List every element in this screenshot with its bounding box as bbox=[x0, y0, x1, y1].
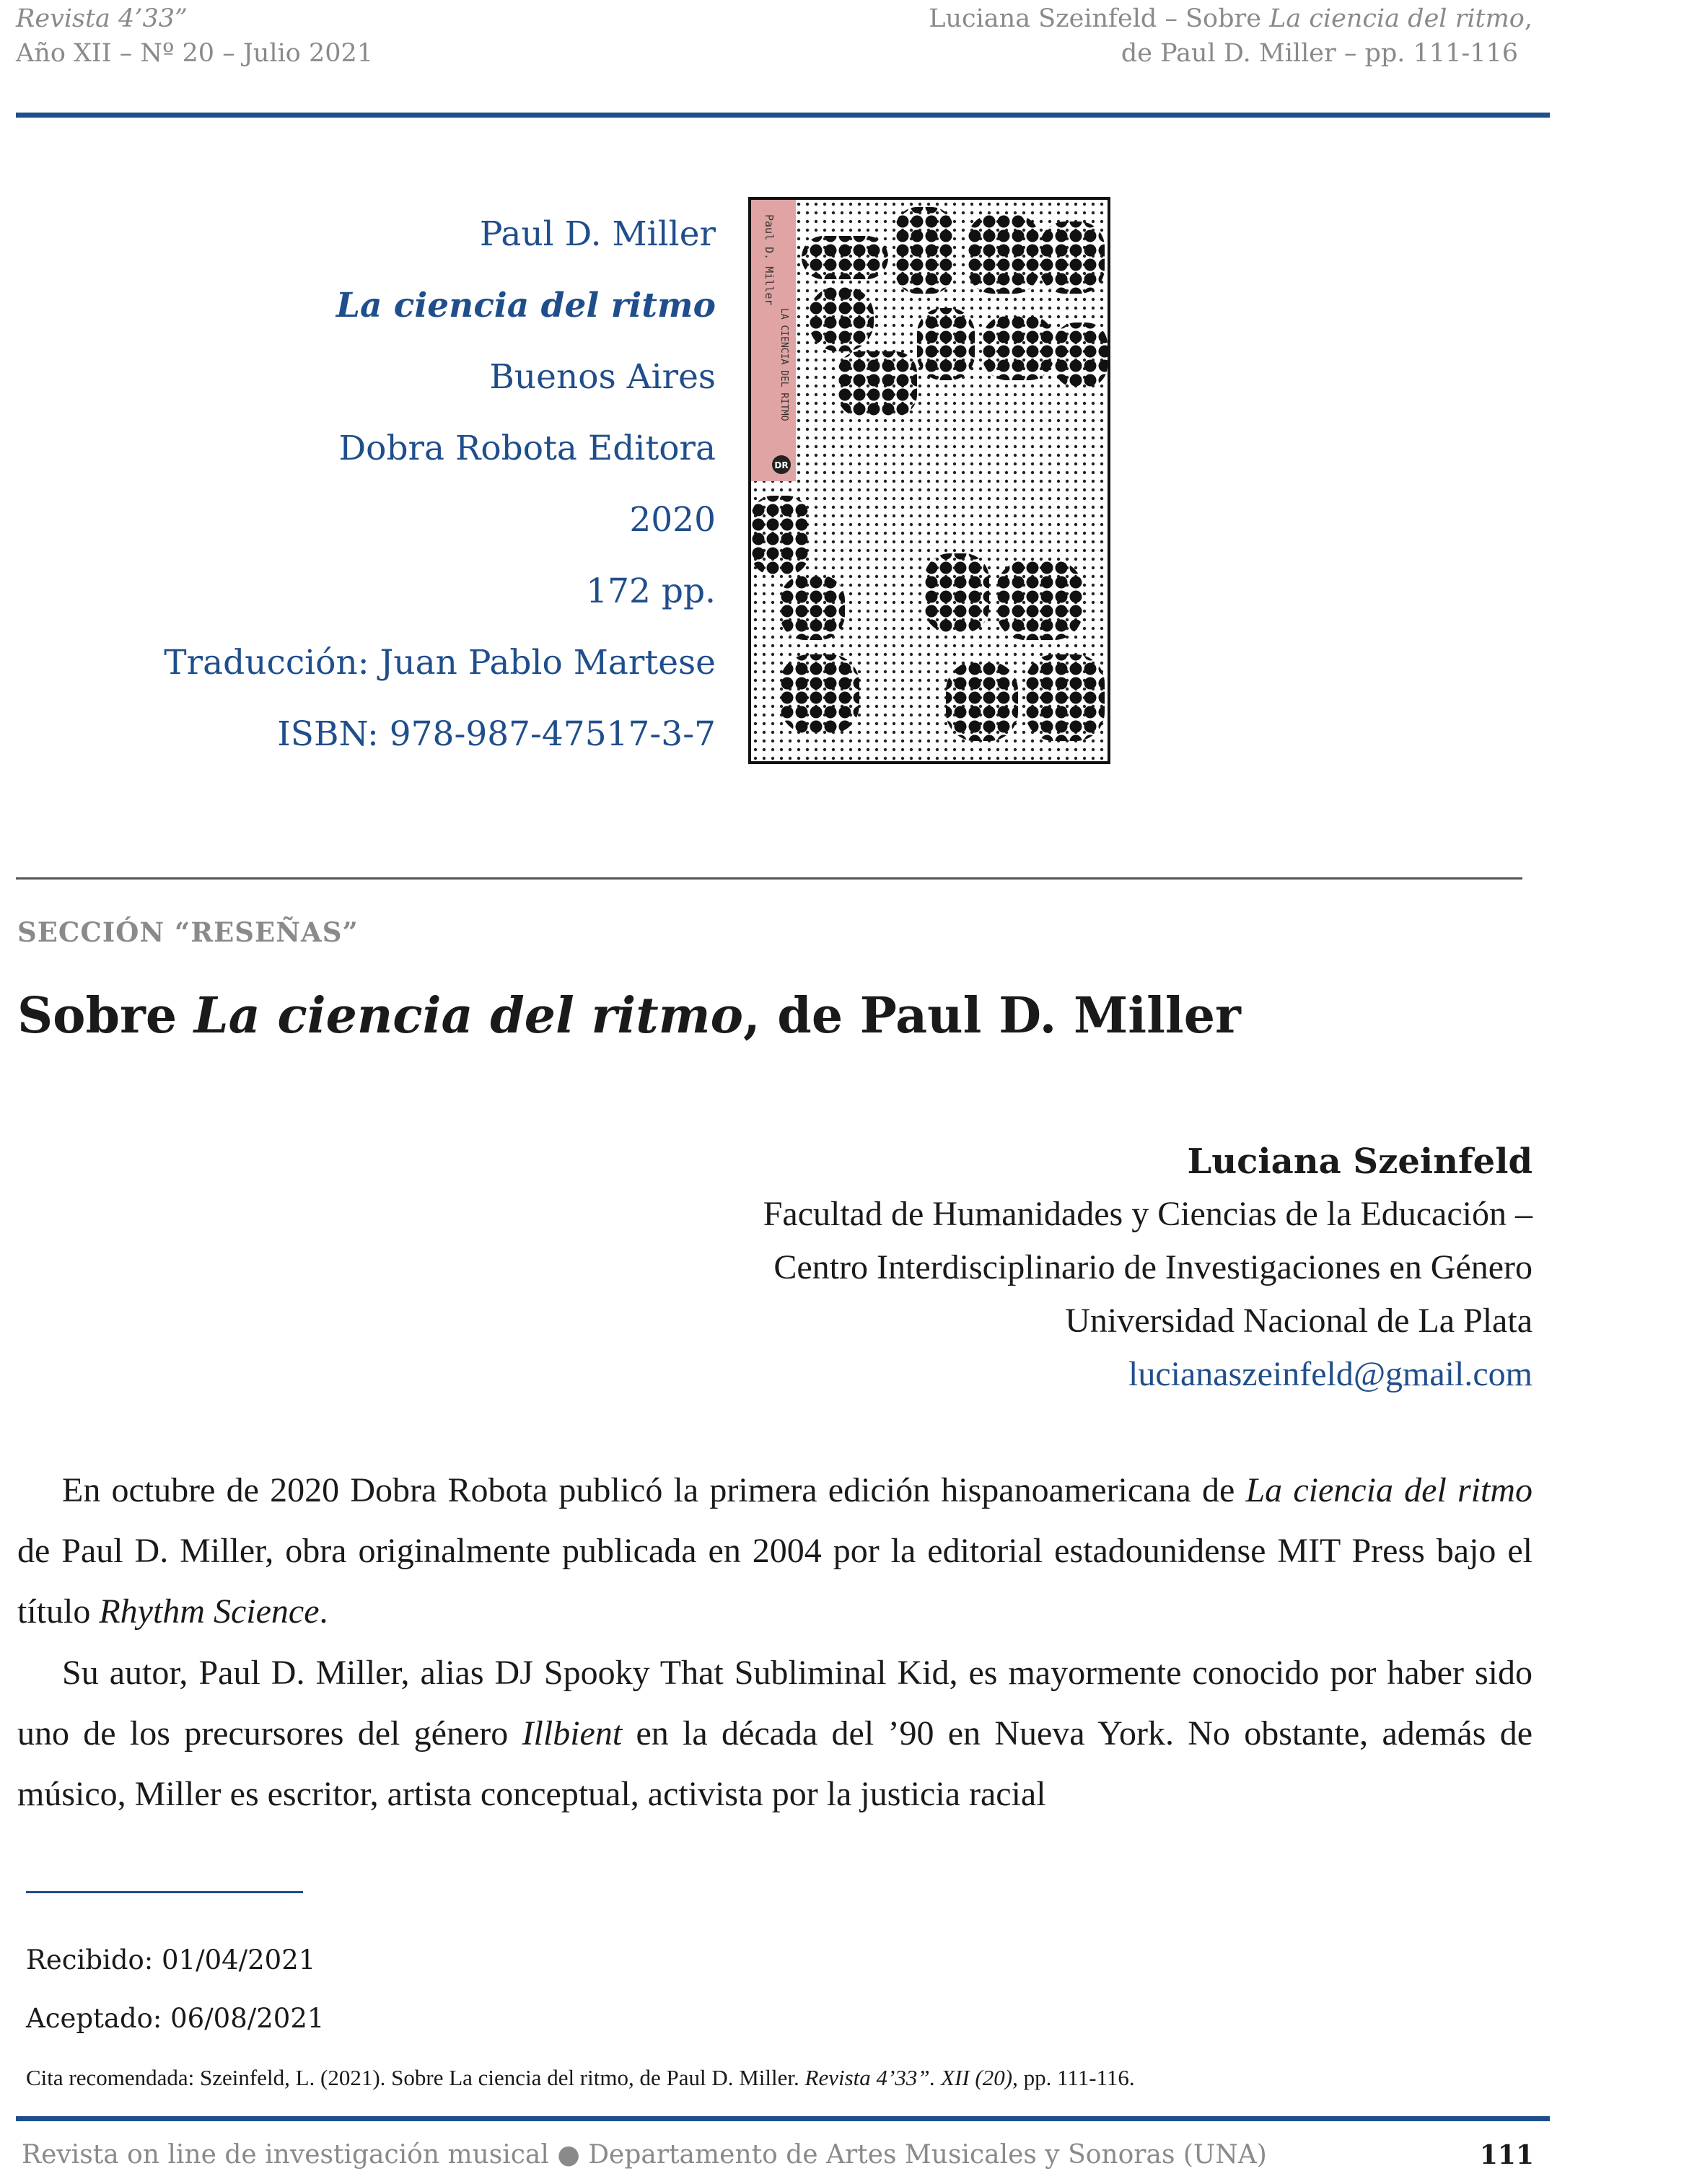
book-city: Buenos Aires bbox=[489, 357, 716, 397]
book-pages: 172 pp. bbox=[586, 571, 716, 611]
header-rule bbox=[16, 113, 1550, 118]
p1-text-a: En octubre de 2020 Dobra Robota publicó la primera edición hispanoamericana de bbox=[62, 1471, 1246, 1509]
book-cover-image bbox=[748, 197, 1110, 764]
book-translation: Traducción: Juan Pablo Martese bbox=[164, 643, 716, 683]
header-article-ref bbox=[929, 3, 1532, 35]
cover-spine-author: Paul D. Miller bbox=[763, 214, 776, 306]
section-separator bbox=[16, 877, 1522, 880]
cover-halftone-art bbox=[751, 200, 1108, 761]
author-affiliation-2: Centro Interdisciplinario de Investigaciones en Género bbox=[773, 1248, 1532, 1286]
book-year: 2020 bbox=[629, 500, 716, 540]
p1-text-b: de Paul D. Miller, obra originalmente publicada en 2004 por la editorial estadounidense MIT Press bajo el título bbox=[17, 1532, 1532, 1631]
author-name: Luciana Szeinfeld bbox=[1187, 1141, 1532, 1182]
book-isbn: ISBN: 978-987-47517-3-7 bbox=[277, 714, 716, 754]
citation-text: Cita recomendada: Szeinfeld, L. (2021). Sobre La ciencia del ritmo, de Paul D. Miller. bbox=[26, 2065, 805, 2090]
journal-name: Revista 4’33” bbox=[16, 4, 188, 33]
book-publisher: Dobra Robota Editora bbox=[338, 429, 716, 468]
recommended-citation bbox=[26, 2065, 1135, 2091]
article-title-pre: Sobre bbox=[17, 987, 194, 1045]
body-paragraph-2 bbox=[17, 1643, 1532, 1825]
citation-pages: , pp. 111-116. bbox=[1012, 2065, 1135, 2090]
article-title-italic: La ciencia del ritmo bbox=[193, 987, 743, 1045]
header-title: La ciencia del ritmo bbox=[1269, 4, 1525, 33]
page-number: 111 bbox=[1479, 2140, 1534, 2170]
p2-text-b: en la década del ’90 en Nueva York. No obstante, además de músico, Miller es escritor, artista conceptual, activista por la justicia racial bbox=[17, 1714, 1532, 1813]
section-label: SECCIÓN “RESEÑAS” bbox=[17, 916, 359, 948]
p1-italic-original: Rhythm Science bbox=[99, 1592, 320, 1631]
citation-journal: Revista 4’33”. XII (20) bbox=[804, 2065, 1013, 2090]
author-affiliation-3: Universidad Nacional de La Plata bbox=[1065, 1302, 1532, 1340]
article-title bbox=[17, 987, 1241, 1045]
p1-italic-title: La ciencia del ritmo bbox=[1245, 1471, 1532, 1509]
body-paragraph-1 bbox=[17, 1460, 1532, 1642]
cover-logo: DR bbox=[774, 460, 789, 470]
footer-text: Revista on line de investigación musical ● Departamento de Artes Musicales y Sonoras (UNA) bbox=[22, 2140, 1267, 2170]
p2-text-a: Su autor, Paul D. Miller, alias DJ Spooky That Subliminal Kid, es mayormente conocido por haber sido uno de los precursores del género bbox=[17, 1654, 1532, 1753]
p1-text-c: . bbox=[319, 1592, 328, 1631]
header-comma: , bbox=[1524, 4, 1532, 33]
author-affiliation-1: Facultad de Humanidades y Ciencias de la Educación – bbox=[763, 1195, 1532, 1233]
book-title: La ciencia del ritmo bbox=[336, 286, 716, 325]
author-email-link[interactable]: lucianaszeinfeld@gmail.com bbox=[1128, 1355, 1532, 1393]
footnote-rule bbox=[26, 1891, 303, 1893]
article-title-post: , de Paul D. Miller bbox=[742, 987, 1241, 1045]
p2-italic-genre: Illbient bbox=[522, 1714, 623, 1753]
footer-rule bbox=[16, 2116, 1550, 2121]
book-author: Paul D. Miller bbox=[479, 214, 716, 254]
cover-spine-title: LA CIENCIA DEL RITMO bbox=[779, 308, 789, 421]
accepted-date: Aceptado: 06/08/2021 bbox=[26, 2003, 325, 2034]
header-author: Luciana Szeinfeld – Sobre bbox=[929, 4, 1270, 33]
header-pages: de Paul D. Miller – pp. 111-116 bbox=[1121, 39, 1518, 68]
issue-info: Año XII – Nº 20 – Julio 2021 bbox=[16, 39, 374, 68]
received-date: Recibido: 01/04/2021 bbox=[26, 1944, 316, 1975]
